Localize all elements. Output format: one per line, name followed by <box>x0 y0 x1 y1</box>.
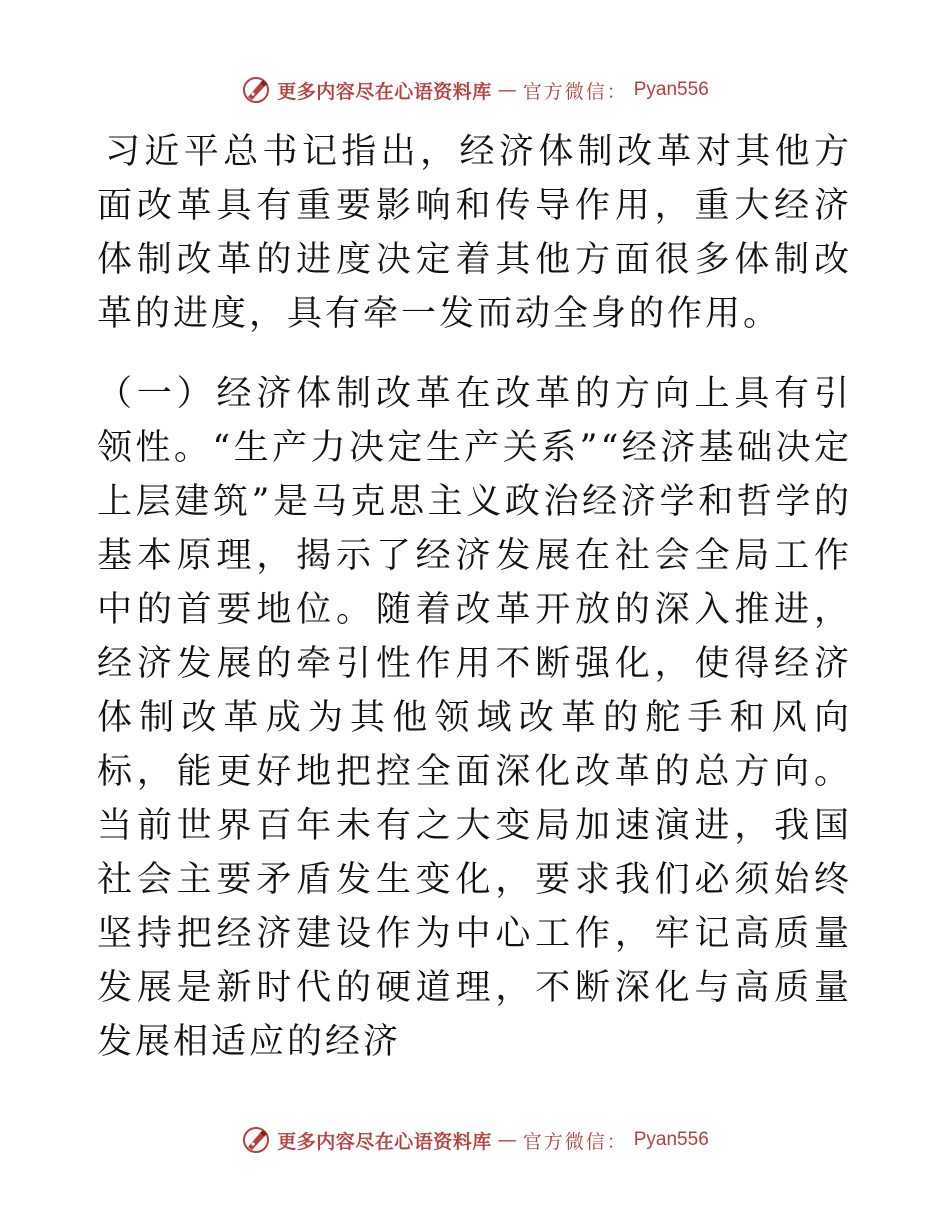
footer-watermark-banner <box>0 1120 950 1160</box>
wechat-id: Pyan556 <box>633 79 709 100</box>
header-watermark-banner <box>0 70 950 110</box>
pen-nib-seal-icon <box>241 75 271 105</box>
brand-text: 更多内容尽在心语资料库 <box>277 1130 492 1153</box>
paragraph-2 <box>97 367 852 1069</box>
brand-text: 更多内容尽在心语资料库 <box>277 80 492 103</box>
wechat-label: 官方微信： <box>522 1130 628 1153</box>
separator: — <box>497 79 517 101</box>
pen-nib-seal-icon <box>241 1125 271 1155</box>
wechat-id: Pyan556 <box>633 1129 709 1150</box>
paragraph-1: 习近平总书记指出，经济体制改革对其他方面改革具有重要影响和传导作用，重大经济体制改革的进度决定着其他方面很多体制改革的进度，具有牵一发而动全身的作用。 <box>97 132 852 334</box>
document-body <box>97 125 852 1069</box>
paragraph-2-body: “生产力决定生产关系”“经济基础决定上层建筑”是马克思主义政治经济学和哲学的基本原理，揭示了经济发展在社会全局工作中的首要地位。随着改革开放的深入推进，经济发展的牵引性作用不断强化，使得经济体制改革成为其他领域改革的舵手和风向标，能更好地把控全面深化改革的总方向。当前世界百年未有之大变局加速演进，我国社会主要矛盾发生变化，要求我们必须始终坚持把经济建设作为中心工作，牢记高质量发展是新时代的硬道理，不断深化与高质量发展相适应的经济 <box>97 428 852 1062</box>
separator: — <box>497 1129 517 1151</box>
section-heading: （一）经济体制改革在改革的方向上具有引领性。 <box>97 374 852 468</box>
wechat-label: 官方微信： <box>522 80 628 103</box>
